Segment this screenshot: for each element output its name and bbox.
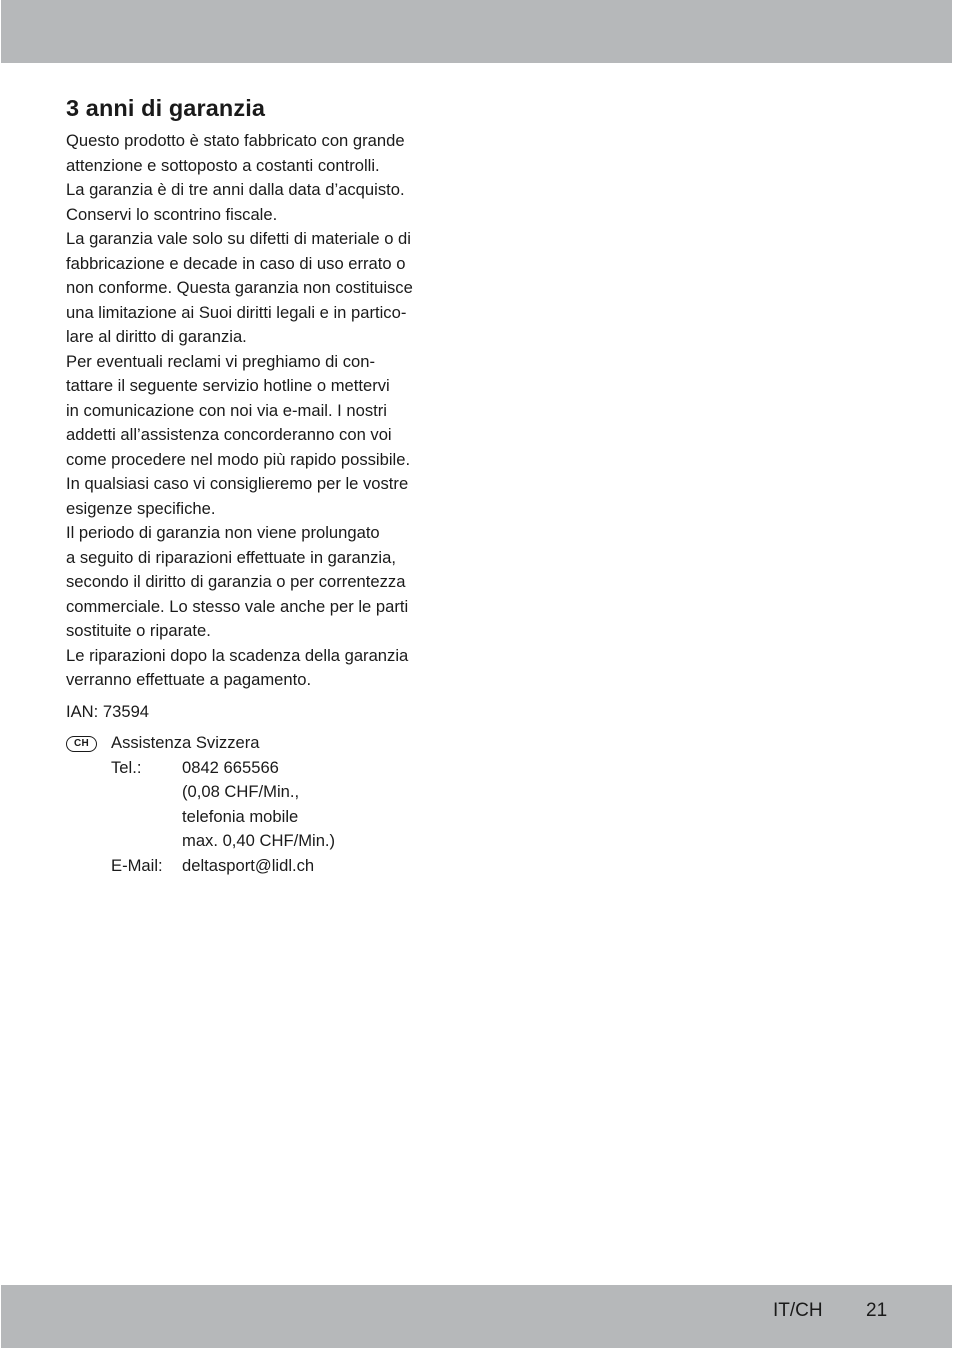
body-line: non conforme. Questa garanzia non costituisce (66, 278, 413, 297)
body-line: secondo il diritto di garanzia o per correntezza (66, 572, 406, 591)
body-line: fabbricazione e decade in caso di uso errato o (66, 253, 406, 273)
service-name: Assistenza Svizzera (111, 733, 260, 752)
tel-mobile-rate: max. 0,40 CHF/Min.) (182, 831, 336, 850)
body-line: attenzione e sottoposto a costanti controlli. (66, 155, 380, 175)
email-row (111, 854, 466, 879)
body-line: in comunicazione con noi via e-mail. I nostri (66, 400, 387, 420)
body-line: commerciale. Lo stesso vale anche per le parti (66, 596, 409, 616)
page-number: 21 (866, 1300, 888, 1321)
tel-mobile-note: telefonia mobile (182, 806, 299, 826)
warranty-body (66, 129, 466, 693)
body-line: Per eventuali reclami vi preghiamo di con- (66, 351, 375, 371)
body-line: come procedere nel modo più rapido possibile. (66, 449, 411, 469)
contact-block (66, 731, 466, 878)
body-line: addetti all’assistenza concorderanno con voi (66, 425, 392, 444)
body-line: a seguito di riparazioni effettuate in garanzia, (66, 547, 396, 567)
header-bar (1, 0, 952, 63)
body-line: La garanzia è di tre anni dalla data d’acquisto. (66, 180, 405, 199)
tel-row (111, 756, 466, 854)
tel-values (182, 756, 335, 854)
body-line: lare al diritto di garanzia. (66, 327, 247, 346)
body-line: verranno effettuate a pagamento. (66, 670, 312, 689)
section-title: 3 anni di garanzia (66, 95, 265, 121)
email-link[interactable]: deltasport@lidl.ch (182, 855, 315, 875)
service-name-row (111, 731, 466, 756)
body-line: una limitazione ai Suoi diritti legali e in partico- (66, 302, 407, 322)
warranty-section (66, 92, 466, 878)
email-label: E-Mail: (111, 855, 163, 875)
tel-rate: (0,08 CHF/Min., (182, 782, 300, 801)
body-line: Questo prodotto è stato fabbricato con grande (66, 131, 405, 150)
body-line: Il periodo di garanzia non viene prolungato (66, 523, 380, 542)
body-line: Le riparazioni dopo la scadenza della garanzia (66, 645, 409, 665)
tel-label: Tel.: (111, 757, 142, 777)
body-line: La garanzia vale solo su difetti di materiale o di (66, 229, 411, 248)
body-line: tattare il seguente servizio hotline o mettervi (66, 376, 390, 395)
body-line: sostituite o riparate. (66, 621, 211, 640)
body-line: Conservi lo scontrino fiscale. (66, 204, 278, 224)
body-line: esigenze specifiche. (66, 498, 216, 518)
footer-language: IT/CH (773, 1300, 823, 1321)
tel-number[interactable]: 0842 665566 (182, 757, 279, 777)
body-line: In qualsiasi caso vi consiglieremo per le vostre (66, 474, 409, 493)
ch-country-icon: CH (66, 736, 97, 752)
ian-number: IAN: 73594 (66, 701, 150, 721)
